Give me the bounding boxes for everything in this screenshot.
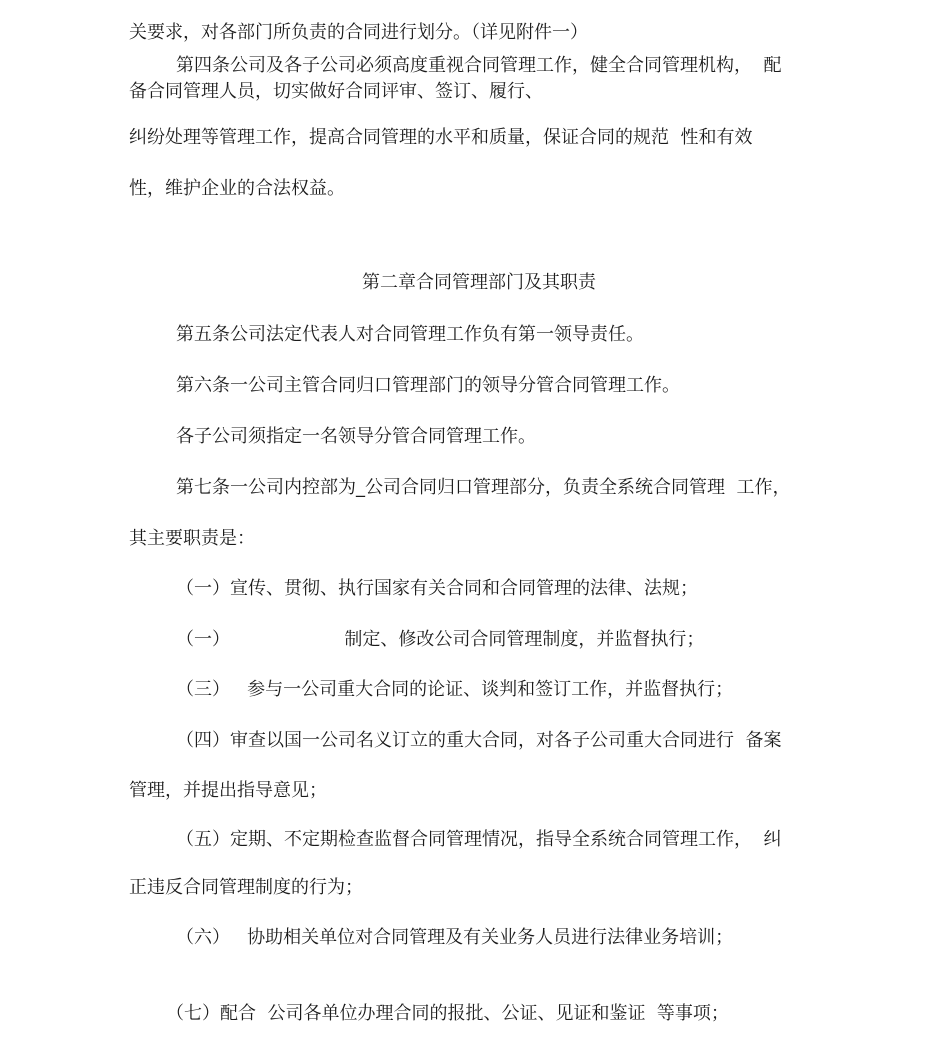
- article-4-line-2: 备合同管理人员，切实做好合同评审、签订、履行、: [129, 81, 543, 102]
- chapter-2-heading: 第二章合同管理部门及其职责: [362, 272, 596, 293]
- article-4-line-4: 性，维护企业的合法权益。: [129, 178, 345, 199]
- duty-item-4-line-1: （四）审查以国一公司名义订立的重大合同，对各子公司重大合同进行 备案: [176, 730, 782, 751]
- duty-item-4-line-2: 管理，并提出指导意见；: [129, 780, 327, 801]
- duty-item-5-line-2: 正违反合同管理制度的行为；: [129, 877, 363, 898]
- duty-item-6: （六） 协助相关单位对合同管理及有关业务人员进行法律业务培训；: [176, 927, 734, 948]
- article-7-line-1: 第七条一公司内控部为_公司合同归口管理部分，负责全系统合同管理 工作，: [176, 477, 791, 498]
- duty-item-3: （三） 参与一公司重大合同的论证、谈判和签订工作，并监督执行；: [176, 679, 734, 700]
- duty-item-7: （七）配合 公司各单位办理合同的报批、公证、见证和鉴证 等事项；: [166, 1003, 729, 1024]
- article-5: 第五条公司法定代表人对合同管理工作负有第一领导责任。: [176, 324, 644, 345]
- text-line-1: 关要求，对各部门所负责的合同进行划分。（详见附件一）: [129, 22, 588, 43]
- article-6: 第六条一公司主管合同归口管理部门的领导分管合同管理工作。: [176, 375, 680, 396]
- article-4-line-1: 第四条公司及各子公司必须高度重视合同管理工作，健全合同管理机构， 配: [176, 55, 782, 76]
- article-6-subsidiary: 各子公司须指定一名领导分管合同管理工作。: [176, 426, 536, 447]
- article-7-line-2: 其主要职责是：: [129, 528, 255, 549]
- duty-item-2: （一） 制定、修改公司合同管理制度，并监督执行；: [176, 629, 705, 650]
- duty-item-5-line-1: （五）定期、不定期检查监督合同管理情况，指导全系统合同管理工作， 纠: [176, 829, 782, 850]
- article-4-line-3: 纠纷处理等管理工作，提高合同管理的水平和质量，保证合同的规范 性和有效: [129, 127, 753, 148]
- duty-item-1: （一）宣传、贯彻、执行国家有关合同和合同管理的法律、法规；: [176, 578, 698, 599]
